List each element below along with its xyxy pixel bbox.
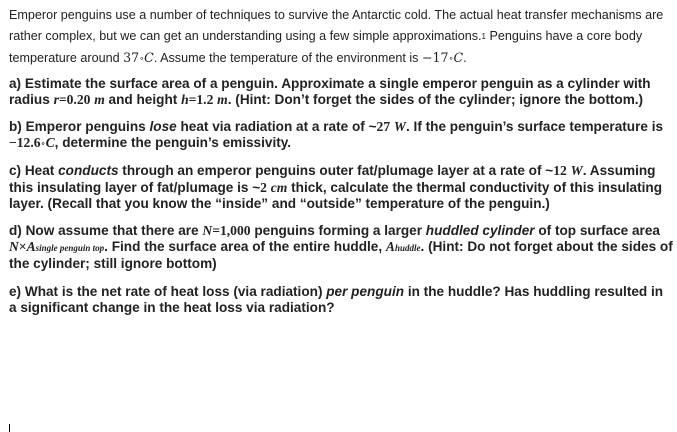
question-text: heat via radiation at a rate of ~: [176, 119, 377, 135]
degree-symbol: ∘: [448, 54, 454, 64]
question-text: of top surface area: [534, 223, 660, 239]
question-text: . (Hint: Do not forget about the sides of the cylinder; still ignore bottom): [9, 239, 673, 272]
intro-text: . Assume the temperature of the environment is: [153, 51, 422, 66]
n-variable: N: [9, 239, 19, 255]
question-d: [9, 223, 673, 273]
huddle-area-subscript: huddle: [395, 243, 421, 254]
intro-text: Penguins have a core body temperature around: [9, 29, 643, 66]
celsius-unit: C: [144, 50, 154, 66]
radius-value: =0.20: [58, 91, 91, 107]
height-value: =1.2: [188, 91, 214, 107]
question-text: c) Heat: [9, 163, 59, 179]
times-symbol: ×: [18, 239, 27, 255]
document-body: [9, 5, 673, 327]
degree-symbol: ∘: [40, 139, 46, 149]
n-value: =1,000: [212, 223, 251, 239]
emphasis-text: per penguin: [326, 283, 405, 299]
core-temp-value: 37: [123, 50, 140, 66]
question-text: a) Estimate the surface area of a penguin. Approximate a single emperor penguin as a cylinder with radius: [9, 75, 651, 107]
emphasis-text: huddled cylinder: [425, 223, 535, 239]
question-e: [9, 284, 673, 316]
area-subscript: single penguin top: [35, 243, 105, 254]
celsius-unit: C: [453, 50, 464, 66]
celsius-unit: C: [45, 135, 55, 151]
intro-paragraph: [9, 5, 673, 70]
watt-unit: W: [393, 119, 406, 135]
intro-text: Emperor penguins use a number of techniques to survive the Antarctic cold. The actual heat transfer mechanisms are rather complex, but we can get an understanding using a few simple approximations.: [9, 8, 664, 44]
height-variable: h: [181, 91, 189, 107]
watt-unit: W: [570, 163, 583, 179]
meter-unit: m: [94, 91, 105, 107]
n-variable: N: [202, 223, 213, 239]
meter-unit: m: [217, 91, 228, 107]
footnote-ref: 1: [481, 32, 486, 42]
huddle-area-variable: A: [385, 239, 395, 255]
question-text: penguins forming a larger: [250, 223, 426, 239]
question-a: [9, 76, 673, 108]
question-text: through an emperor penguins outer fat/plumage layer at a rate of ~: [118, 163, 554, 179]
question-b: [9, 119, 673, 152]
surface-temp-value: −12.6: [9, 135, 41, 151]
question-text: . If the penguin’s surface temperature is: [405, 119, 664, 135]
conduction-rate-value: 12: [553, 163, 567, 179]
question-text: e) What is the net rate of heat loss (via radiation): [9, 283, 327, 299]
question-text: thick, calculate the thermal conductivity of this insulating layer. (Recall that you know the “inside” and “outside” temperature of the penguin.): [9, 179, 663, 211]
question-text: b) Emperor penguins: [9, 119, 150, 135]
question-c: [9, 163, 673, 212]
question-text: d) Now assume that there are: [9, 223, 203, 239]
question-text: and height: [104, 91, 182, 107]
emphasis-text: lose: [149, 119, 177, 135]
env-temp-value: −17: [421, 50, 449, 66]
intro-text: .: [463, 51, 467, 66]
text-cursor[interactable]: [9, 424, 10, 432]
radius-variable: r: [53, 91, 59, 107]
radiation-rate-value: 27: [376, 119, 391, 135]
degree-symbol: ∘: [139, 54, 145, 64]
question-text: . Find the surface area of the entire huddle,: [104, 239, 386, 255]
question-text: , determine the penguin’s emissivity.: [54, 135, 292, 151]
question-text: . (Hint: Don’t forget the sides of the cylinder; ignore the bottom.): [227, 91, 644, 107]
question-text: in the huddle? Has huddling resulted in a significant change in the heat loss via radiation?: [9, 283, 664, 315]
thickness-value: 2: [260, 179, 267, 195]
emphasis-text: conducts: [58, 163, 119, 179]
area-variable: A: [26, 239, 36, 255]
centimeter-unit: cm: [270, 179, 288, 195]
question-text: . Assuming this insulating layer of fat/plumage is ~: [9, 163, 656, 195]
